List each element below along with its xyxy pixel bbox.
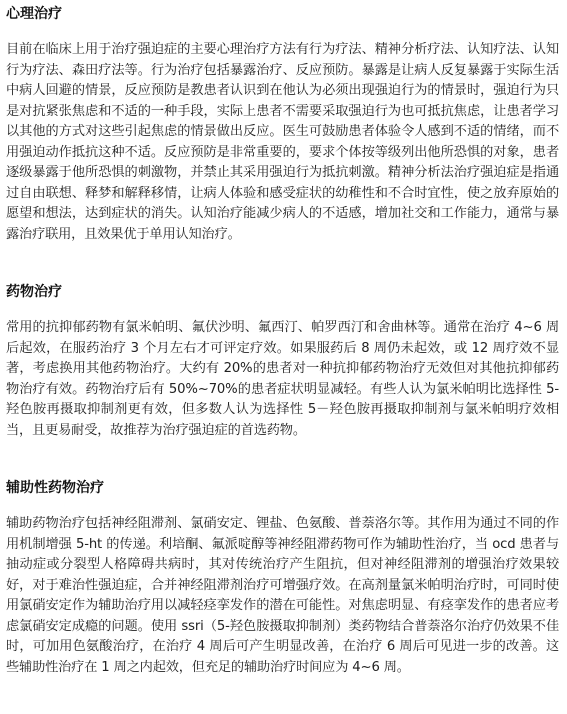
section-title-adjunctive-therapy: 辅助性药物治疗 <box>6 480 104 496</box>
section-body-adjunctive-therapy: 辅助药物治疗包括神经阻滞剂、氯硝安定、锂盐、色氨酸、普萘洛尔等。其作用为通过不同的作用机制增强 5-ht 的传递。利培酮、氟派啶醇等神经阻滞药物可作为辅助性治疗，当 ocd 患者与抽动症或分裂型人格障碍共病时，其对传统治疗产生阻抗，但对神经阻滞剂的增强治疗效果较好，对于难治性强迫症，合并神经阻滞剂治疗可增强疗效。在高剂量氯米帕明治疗时，可同时使用氯硝安定作为辅助治疗用以减轻痉挛发作的潜在可能性。对焦虑明显、有痉挛发作的患者应考虑氯硝安定成瘾的问题。使用 ssri（5-羟色胺摄取抑制剂）类药物结合普萘洛尔治疗仍效果不佳时，可加用色氨酸治疗，在治疗 4 周后可产生明显改善，在治疗 6 周后可见进一步的改善。这些辅助性治疗在 1 周之内起效，但充足的辅助治疗时间应为 4~6 周。 <box>6 516 559 675</box>
section-title-drug-therapy: 药物治疗 <box>6 284 62 300</box>
section-body-drug-therapy: 常用的抗抑郁药物有氯米帕明、氟伏沙明、氟西汀、帕罗西汀和舍曲林等。通常在治疗 4~6 周后起效，在服药治疗 3 个月左右才可评定疗效。如果服药后 8 周仍未起效，或 12 周疗效不显著，考虑换用其他药物治疗。大约有 20%的患者对一种抗抑郁药物治疗无效但对其他抗抑郁药物治疗有效。药物治疗后有 50%~70%的患者症状明显减轻。有些人认为氯米帕明比选择性 5-羟色胺再摄取抑制剂更有效，但多数人认为选择性 5－羟色胺再摄取抑制剂与氯米帕明疗效相当，且更易耐受，故推荐为治疗强迫症的首选药物。 <box>6 320 559 438</box>
section-title-psychotherapy: 心理治疗 <box>6 6 62 22</box>
section-body-psychotherapy: 目前在临床上用于治疗强迫症的主要心理治疗方法有行为疗法、精神分析疗法、认知疗法、认知行为疗法、森田疗法等。行为治疗包括暴露治疗、反应预防。暴露是让病人反复暴露于实际生活中病人回避的情景，反应预防是教患者认识到在他认为必须出现强迫行为的情景时，强迫行为只是对抗紧张焦虑和不适的一种手段，实际上患者不需要采取强迫行为也可抵抗焦虑，让患者学习以其他的方式对这些引起焦虑的情景做出反应。医生可鼓励患者体验令人感到不适的情绪，而不用强迫动作抵抗这种不适。反应预防是非常重要的，要求个体按等级列出他所恐惧的对象，患者逐级暴露于他所恐惧的刺激物，并禁止其采用强迫行为抵抗刺激。精神分析法治疗强迫症是指通过自由联想、释梦和解释移情，让病人体验和感受症状的幼稚性和不合时宜性，使之放弃原始的愿望和想法，达到症状的消失。认知治疗能减少病人的不适感，增加社交和工作能力，通常与暴露治疗联用，且效果优于单用认知治疗。 <box>6 42 559 242</box>
